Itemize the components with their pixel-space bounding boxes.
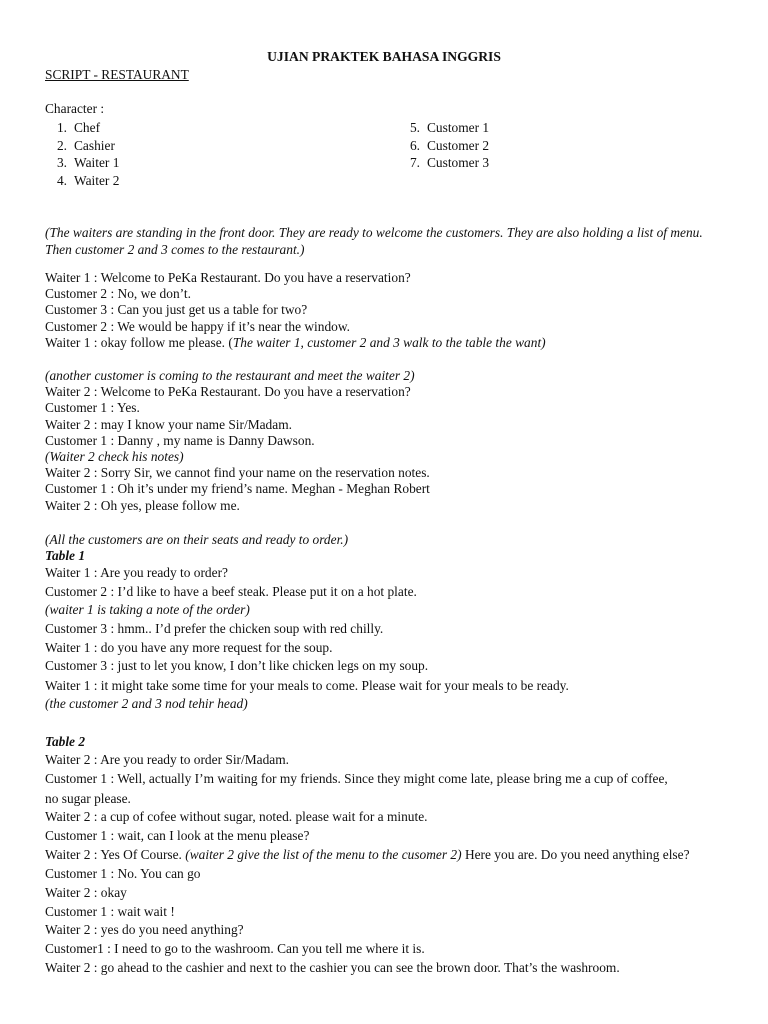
character-item: 3. Waiter 1 — [56, 155, 120, 170]
stage-direction: (waiter 1 is taking a note of the order) — [45, 602, 250, 617]
dialogue-line: Customer 1 : Well, actually I’m waiting for my friends. Since they might come late, please bring me a cup of coffee, — [45, 771, 668, 786]
dialogue-line: Waiter 1 : Are you ready to order? — [45, 565, 228, 580]
character-list-right — [398, 119, 489, 172]
intro-stage-direction: (The waiters are standing in the front door. They are ready to welcome the customers. They are also holding a list of menu. Then customer 2 and 3 comes to the restaurant.) — [45, 225, 703, 257]
dialogue-line: Waiter 2 : Are you ready to order Sir/Madam. — [45, 752, 289, 767]
character-label: Character : — [45, 101, 105, 116]
character-item: 2. Cashier — [56, 137, 115, 153]
dialogue-line: Waiter 2 : go ahead to the cashier and next to the cashier you can see the brown door. That’s the washroom. — [45, 960, 620, 975]
dialogue-line: Waiter 2 : Oh yes, please follow me. — [45, 497, 240, 513]
dialogue-line: Waiter 2 : okay — [45, 885, 127, 900]
dialogue-line: Waiter 1 : do you have any more request for the soup. — [45, 640, 333, 655]
stage-direction: (All the customers are on their seats and ready to order.) — [45, 532, 349, 547]
scene2-dialogue — [45, 368, 745, 514]
character-item: 6. Customer 2 — [409, 137, 490, 153]
dialogue-line: Customer 3 : hmm.. I’d prefer the chicken soup with red chilly. — [45, 621, 384, 636]
dialogue-line: Waiter 1 : it might take some time for your meals to come. Please wait for your meals to be ready. — [45, 678, 569, 693]
stage-direction: (Waiter 2 check his notes) — [45, 448, 184, 464]
dialogue-line: Waiter 2 : a cup of cofee without sugar, noted. please wait for a minute. — [45, 809, 428, 824]
dialogue-line: Customer1 : I need to go to the washroom. Can you tell me where it is. — [45, 941, 425, 956]
scene1-dialogue — [45, 270, 745, 351]
dialogue-line: Waiter 1 : okay follow me please. (The waiter 1, customer 2 and 3 walk to the table the want) — [45, 334, 546, 350]
character-list-left — [45, 119, 119, 189]
dialogue-line: Customer 3 : just to let you know, I don’t like chicken legs on my soup. — [45, 658, 429, 673]
dialogue-line: Customer 1 : Yes. — [45, 400, 140, 416]
stage-direction: (another customer is coming to the restaurant and meet the waiter 2) — [45, 368, 415, 383]
character-item: 4. Waiter 2 — [56, 172, 120, 188]
dialogue-line: Waiter 2 : may I know your name Sir/Madam. — [45, 416, 292, 432]
dialogue-line: Customer 1 : No. You can go — [45, 866, 201, 881]
dialogue-line: Customer 2 : We would be happy if it’s near the window. — [45, 318, 350, 334]
table2-heading: Table 2 — [45, 734, 86, 749]
dialogue-line: Customer 2 : I’d like to have a beef steak. Please put it on a hot plate. — [45, 584, 417, 599]
table1-heading: Table 1 — [45, 548, 86, 563]
dialogue-line: Customer 1 : Oh it’s under my friend’s name. Meghan - Meghan Robert — [45, 481, 430, 497]
dialogue-line: Waiter 2 : Sorry Sir, we cannot find your name on the reservation notes. — [45, 465, 430, 481]
dialogue-line: Customer 1 : Danny , my name is Danny Dawson. — [45, 432, 315, 448]
dialogue-line: Customer 3 : Can you just get us a table for two? — [45, 302, 308, 318]
stage-direction: (the customer 2 and 3 nod tehir head) — [45, 696, 248, 711]
dialogue-line: Waiter 2 : Yes Of Course. (waiter 2 give the list of the menu to the cusomer 2) Here you are. Do you need anything else? — [45, 847, 690, 862]
document-title: UJIAN PRAKTEK BAHASA INGGRIS — [267, 49, 501, 64]
character-item: 7. Customer 3 — [409, 155, 490, 170]
dialogue-line: Customer 1 : wait, can I look at the menu please? — [45, 828, 310, 843]
dialogue-line: Waiter 2 : yes do you need anything? — [45, 922, 244, 937]
dialogue-line: Customer 2 : No, we don’t. — [45, 286, 191, 302]
dialogue-line: no sugar please. — [45, 791, 131, 806]
dialogue-line: Waiter 1 : Welcome to PeKa Restaurant. Do you have a reservation? — [45, 270, 411, 285]
script-label: SCRIPT - RESTAURANT — [45, 67, 189, 82]
character-item: 1. Chef — [56, 120, 101, 135]
character-item: 5. Customer 1 — [409, 120, 490, 135]
dialogue-line: Customer 1 : wait wait ! — [45, 904, 175, 919]
dialogue-line: Waiter 2 : Welcome to PeKa Restaurant. Do you have a reservation? — [45, 384, 411, 400]
